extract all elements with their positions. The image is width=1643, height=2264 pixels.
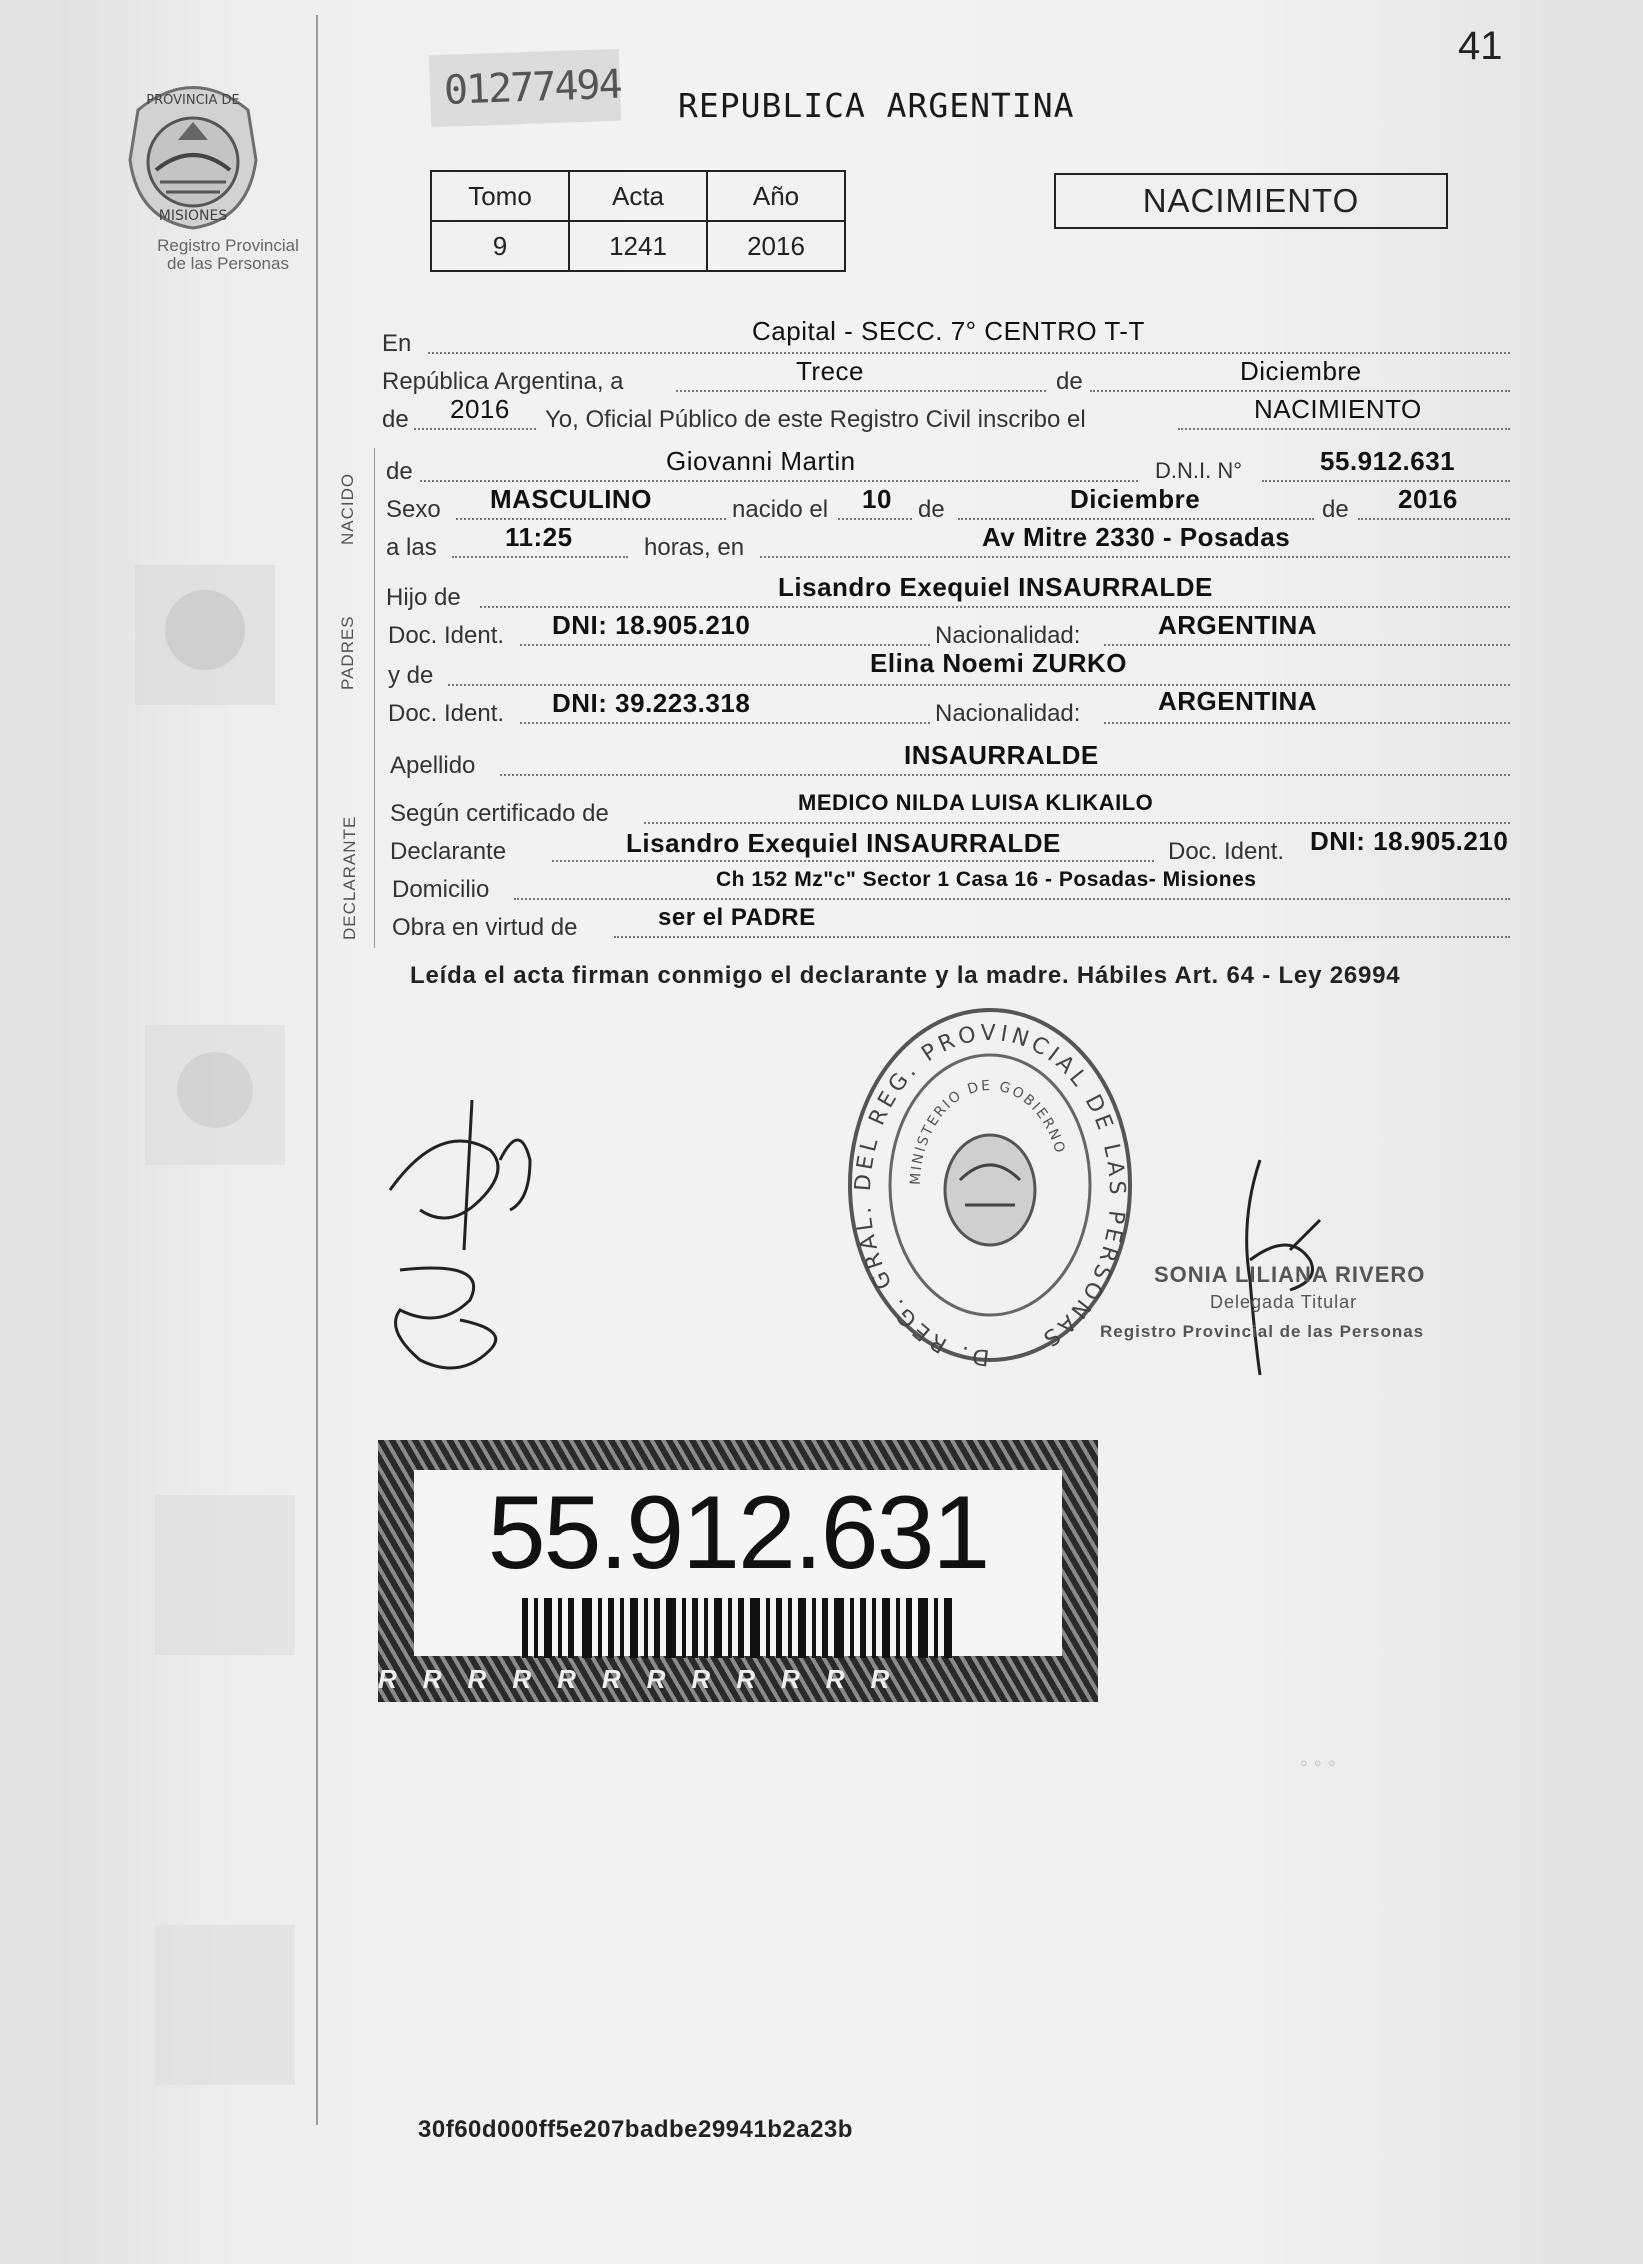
birth-year: 2016 [1398,484,1458,514]
dni-label: D.N.I. N° [1155,458,1243,483]
birth-month: Diciembre [1070,484,1201,514]
birth-day: 10 [862,484,892,514]
dotted-line [1104,644,1510,646]
dotted-line [514,898,1510,900]
margin-rule [316,15,318,2125]
de-label-4: de [1322,496,1349,523]
de-label-2: de [382,406,409,433]
dotted-line [480,606,1510,608]
month-value: Diciembre [1240,356,1362,386]
dni-barcode-label [378,1440,1098,1702]
dotted-line [958,518,1314,520]
dotted-line [452,556,628,558]
mother-doc-label: Doc. Ident. [388,700,505,727]
page-number: 41 [1458,24,1503,68]
dotted-line [414,428,536,430]
logo-caption-line-1: Registro Provincial [157,236,299,255]
barcode-number: 55.912.631 [487,1475,989,1591]
dotted-line [1262,480,1510,482]
mother-signature [380,1250,530,1380]
dotted-line [500,774,1510,776]
country-title: REPUBLICA ARGENTINA [678,86,1075,125]
tomo-value: 9 [431,221,569,271]
dotted-line [644,822,1510,824]
declarante-signature [380,1080,580,1260]
apellido-label: Apellido [390,752,476,779]
birth-place: Av Mitre 2330 - Posadas [982,522,1291,552]
barcode-bars [522,1598,954,1658]
de-label: de [1056,368,1083,395]
obra-label: Obra en virtud de [392,914,578,941]
official-registry: Registro Provincial de las Personas [1100,1322,1425,1341]
logo-caption-line-2: de las Personas [167,254,289,273]
province-logo [118,70,268,230]
republica-label: República Argentina, a [382,368,624,395]
father-name: Lisandro Exequiel INSAURRALDE [778,572,1213,602]
day-value: Trece [796,356,864,386]
declarante-name: Lisandro Exequiel INSAURRALDE [626,828,1061,858]
dotted-line [420,480,1138,482]
domicilio-label: Domicilio [392,876,490,903]
registry-table [430,170,846,272]
sexo-value: MASCULINO [490,484,652,514]
dotted-line [1090,390,1510,392]
logo-bottom-text: MISIONES [158,208,228,224]
horas-label: horas, en [644,534,745,561]
sexo-label: Sexo [386,496,441,523]
mother-doc: DNI: 39.223.318 [552,688,751,718]
section-tag-nacido: NACIDO [338,472,357,545]
obra-value: ser el PADRE [658,904,816,931]
mother-nationality: ARGENTINA [1158,686,1318,716]
hijo-de-label: Hijo de [386,584,461,611]
en-label: En [382,330,412,357]
official-signature [1220,1140,1340,1380]
dotted-line [614,936,1510,938]
dotted-line [428,352,1510,354]
place-value: Capital - SECC. 7° CENTRO T-T [752,316,1145,346]
dotted-line [760,556,1510,558]
document-hash: 30f60d000ff5e207badbe29941b2a23b [418,2116,853,2143]
yo-text: Yo, Oficial Público de este Registro Civil inscribo el [545,406,1086,433]
mother-name: Elina Noemi ZURKO [870,648,1127,678]
dotted-line [448,684,1510,686]
declarante-doc-label: Doc. Ident. [1168,838,1285,865]
a-las-label: a las [386,534,437,561]
declarante-label: Declarante [390,838,507,865]
official-name: SONIA LILIANA RIVERO [1154,1262,1426,1287]
seal-ring-text: D. REG. GRAL. DEL REG. PROVINCIAL DE LAS PERSONAS [850,1020,1130,1370]
acta-header: Acta [569,171,707,221]
dotted-line [1178,428,1510,430]
seal-inner-text: MINISTERIO DE GOBIERNO [907,1077,1069,1186]
section-rule [374,448,375,948]
mother-nationality-label: Nacionalidad: [935,700,1081,727]
year-value: 2016 [450,394,510,424]
certificado-value: MEDICO NILDA LUISA KLIKAILO [798,790,1154,815]
barcode-security-letters: RRRRRRRRRRRR [378,1664,916,1694]
official-role: Delegada Titular [1210,1292,1358,1312]
closing-text: Leída el acta firman conmigo el declarante y la madre. Hábiles Art. 64 - Ley 26994 [410,962,1401,989]
event-value: NACIMIENTO [1254,394,1422,424]
nacido-de-label: de [386,458,413,485]
serial-number: 01277494 [429,49,621,128]
logo-caption [108,237,348,273]
certificado-label: Según certificado de [390,800,609,827]
barcode-panel [414,1470,1062,1656]
dotted-line [1358,518,1510,520]
dotted-line [552,860,1154,862]
domicilio-value: Ch 152 Mz"c" Sector 1 Casa 16 - Posadas- Misiones [716,868,1257,891]
dotted-line [1104,722,1510,724]
father-doc-label: Doc. Ident. [388,622,505,649]
dotted-line [520,722,930,724]
apellido-value: INSAURRALDE [904,740,1099,770]
anio-value: 2016 [707,221,845,271]
ghost-mark: ◦ ◦ ◦ [1300,1750,1336,1775]
father-doc: DNI: 18.905.210 [552,610,751,640]
dotted-line [676,390,1046,392]
birth-time: 11:25 [505,522,573,552]
record-type-box: NACIMIENTO [1054,173,1448,229]
child-dni: 55.912.631 [1320,446,1456,476]
de-label-3: de [918,496,945,523]
nacido-el-label: nacido el [732,496,829,523]
anio-header: Año [707,171,845,221]
section-tag-declarante: DECLARANTE [340,815,359,940]
acta-value: 1241 [569,221,707,271]
margin-stamp-ghost-4 [150,1920,300,2090]
father-nationality: ARGENTINA [1158,610,1318,640]
child-name: Giovanni Martin [666,446,856,476]
margin-stamp-ghost-2 [140,1020,290,1170]
section-tag-padres: PADRES [338,615,357,690]
dotted-line [838,518,912,520]
official-seal [840,1000,1140,1370]
margin-stamp-ghost-3 [150,1490,300,1660]
dotted-line [456,518,726,520]
father-nationality-label: Nacionalidad: [935,622,1081,649]
y-de-label: y de [388,662,434,689]
declarante-doc: DNI: 18.905.210 [1310,826,1509,856]
margin-stamp-ghost [130,560,280,710]
logo-top-text: PROVINCIA DE [146,93,240,108]
dotted-line [520,644,930,646]
tomo-header: Tomo [431,171,569,221]
